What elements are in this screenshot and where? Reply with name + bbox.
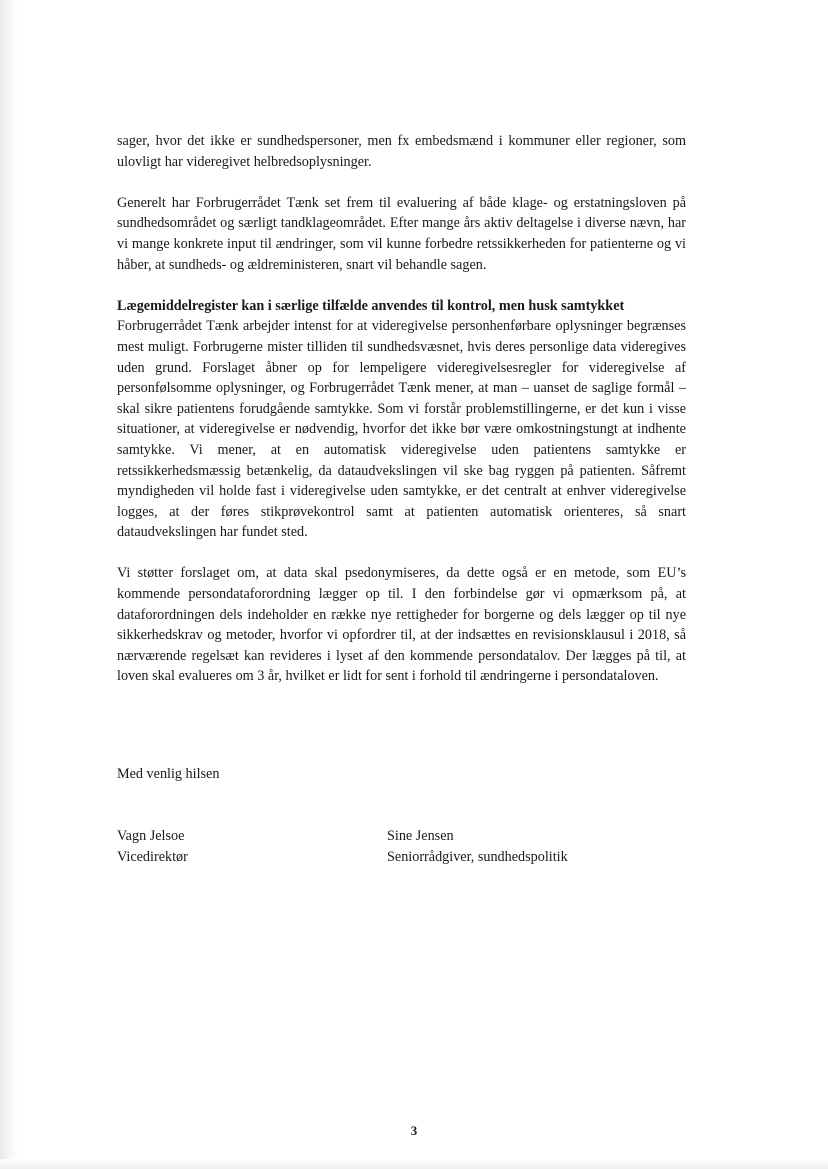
signatory-title: Vicedirektør (117, 848, 188, 865)
signatory-right (387, 826, 568, 867)
signatory-name: Sine Jensen (387, 828, 454, 844)
section-drug-register (117, 296, 686, 543)
closing-greeting: Med venlig hilsen (117, 766, 220, 782)
section-heading: Lægemiddelregister kan i særlige tilfælde anvendes til kontrol, men husk samtykket (117, 297, 625, 314)
paragraph-evaluation: Generelt har Forbrugerrådet Tænk set frem til evaluering af både klage- og erstatningsloven på sundhedsområdet og særligt tandklageområdet. Efter mange års aktiv deltagelse i diverse nævn, har vi mange konkrete input til ændringer, som vil kunne forbedre retssikkerheden for patienterne og vi håber, at sundheds- og ældreministeren, snart vil behandle sagen. (117, 194, 686, 273)
paragraph-continuation: sager, hvor det ikke er sundhedspersoner, men fx embedsmænd i kommuner eller regioner, som ulovligt har videregivet helbredsoplysninger. (117, 133, 686, 170)
signatory-title: Seniorrådgiver, sundhedspolitik (387, 848, 568, 865)
signatory-left (117, 826, 188, 867)
page-number: 3 (410, 1123, 418, 1138)
signatory-name: Vagn Jelsoe (117, 828, 185, 844)
section-body: Forbrugerrådet Tænk arbejder intenst for at videregivelse personhenførbare oplysninger begrænses mest muligt. Forbrugerne mister tilliden til sundhedsvæsnet, hvis deres personlige data videregives uden grund. Forslaget åbner op for lempeligere videregivelsesregler for videregivelse af personfølsomme oplysninger, og Forbrugerrådet Tænk mener, at man – uanset de saglige formål – skal sikre patientens forudgående samtykke. Som vi forstår problemstillingerne, er det kun i visse situationer, at videregivelse er nødvendig, hvorfor det ikke bør være omkostningstungt at indhente samtykke. Vi mener, at en automatisk videregivelse uden patientens samtykke er retssikkerhedsmæssig betænkelig, da dataudvekslingen vil ske bag ryggen på patienten. Såfremt myndigheden vil holde fast i videregivelse uden samtykke, er det centralt at enhver videregivelse logges, at der føres stikprøvekontrol samt at patienten automatisk orienteres, så snart dataudvekslingen har fundet sted. (117, 318, 686, 541)
paragraph-pseudonymisation: Vi støtter forslaget om, at data skal psedonymiseres, da dette også er en metode, som EU’s kommende persondataforordning lægger op til. I den forbindelse gør vi opmærksom på, at dataforordningen dels indeholder en række nye rettigheder for borgerne og dels lægger op til nye sikkerhedskrav og metoder, hvorfor vi opfordrer til, at der indsættes en revisionsklausul i 2018, så nærværende regelsæt kan revideres i lyset af den kommende persondatalov. Der lægges på til, at loven skal evalueres om 3 år, hvilket er lidt for sent i forhold til ændringerne i persondataloven. (117, 565, 686, 685)
scan-edge-shadow (0, 0, 18, 1169)
letter-body (117, 131, 686, 708)
scan-bottom-shadow (0, 1159, 828, 1169)
